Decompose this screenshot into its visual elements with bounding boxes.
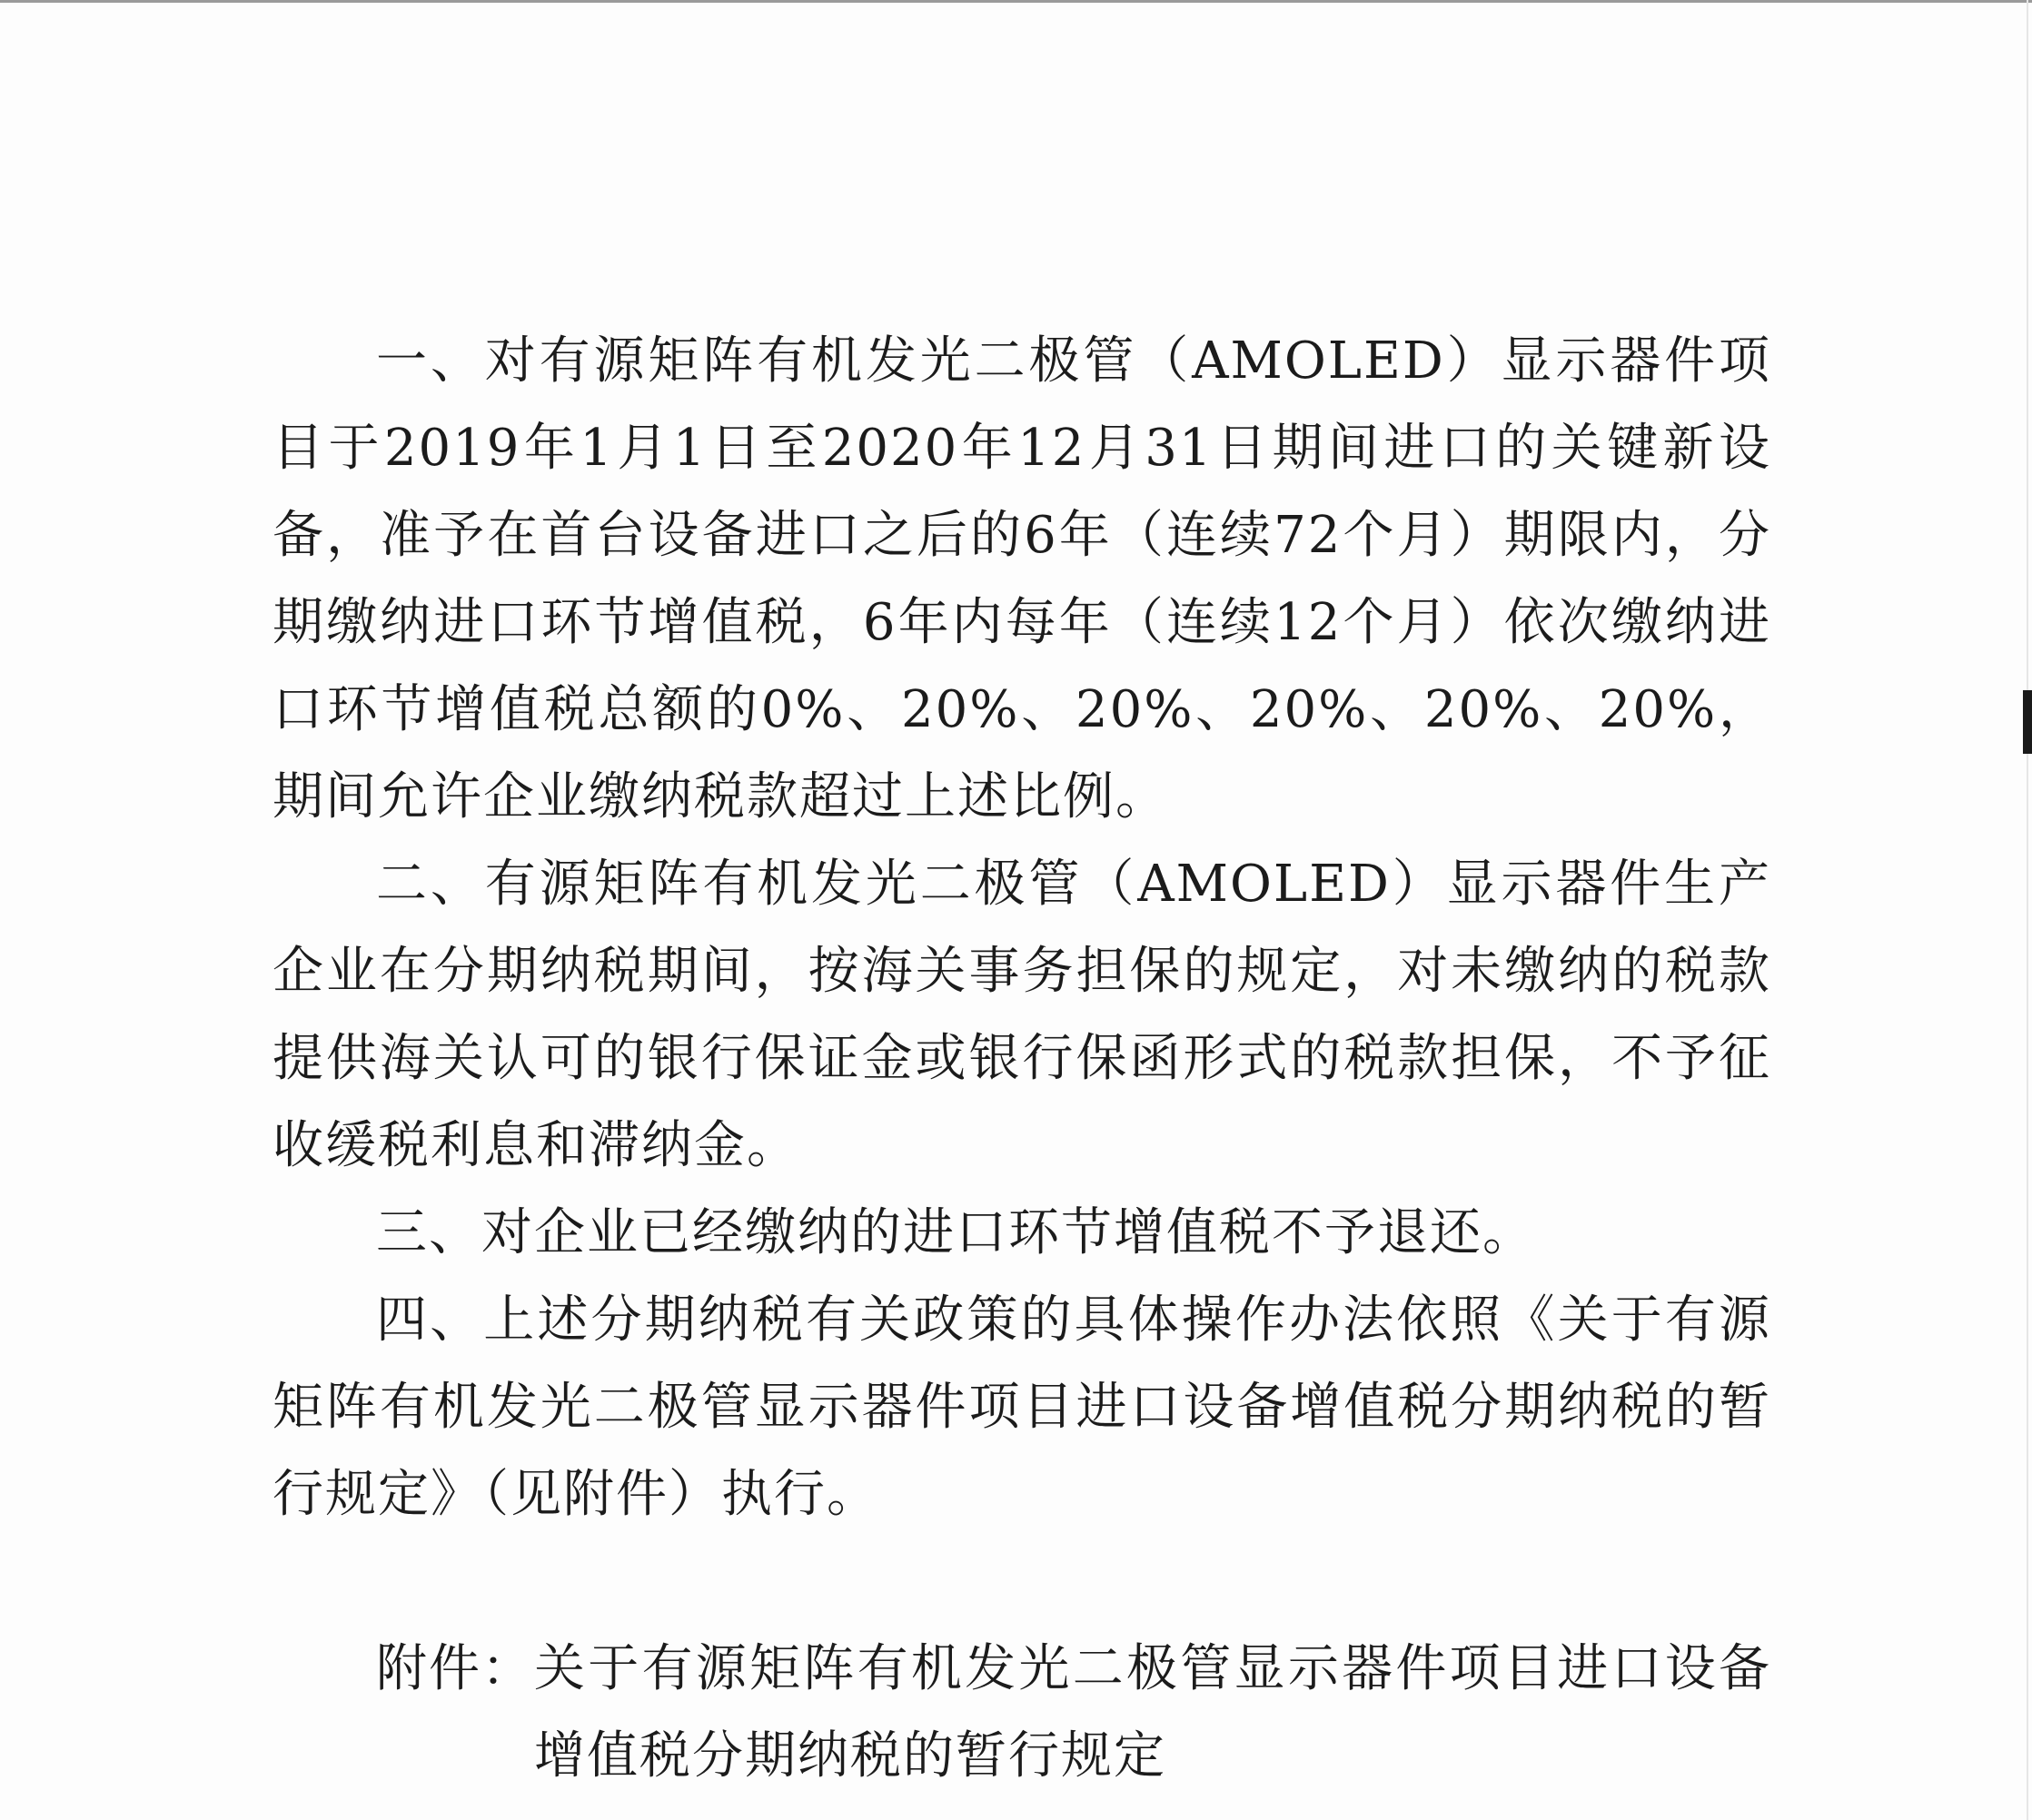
paragraph-2: 二、有源矩阵有机发光二极管（AMOLED）显示器件生产企业在分期纳税期间，按海关事务担保的规定，对未缴纳的税款提供海关认可的银行保证金或银行保函形式的税款担保，不予征收缓税利息和滞纳金。 [273, 855, 1771, 1175]
document-body [273, 318, 1771, 1538]
scan-right-edge [2027, 0, 2028, 1820]
paragraph-1: 一、对有源矩阵有机发光二极管（AMOLED）显示器件项目于2019年1月1日至2020年12月31日期间进口的关键新设备，准予在首台设备进口之后的6年（连续72个月）期限内，分期缴纳进口环节增值税，6年内每年（连续12个月）依次缴纳进口环节增值税总额的0%、20%、20%、20%、20%、20%，期间允许企业缴纳税款超过上述比例。 [273, 331, 1771, 826]
attachment-label: 附件： [376, 1639, 534, 1698]
scan-top-edge [0, 0, 2032, 3]
attachment-note [376, 1626, 1771, 1800]
paragraph-3: 三、对企业已经缴纳的进口环节增值税不予退还。 [376, 1203, 1535, 1262]
attachment-title: 关于有源矩阵有机发光二极管显示器件项目进口设备增值税分期纳税的暂行规定 [534, 1639, 1771, 1785]
scan-binding-mark [2023, 690, 2032, 754]
paragraph-4: 四、上述分期纳税有关政策的具体操作办法依照《关于有源矩阵有机发光二极管显示器件项目进口设备增值税分期纳税的暂行规定》（见附件）执行。 [273, 1291, 1771, 1524]
